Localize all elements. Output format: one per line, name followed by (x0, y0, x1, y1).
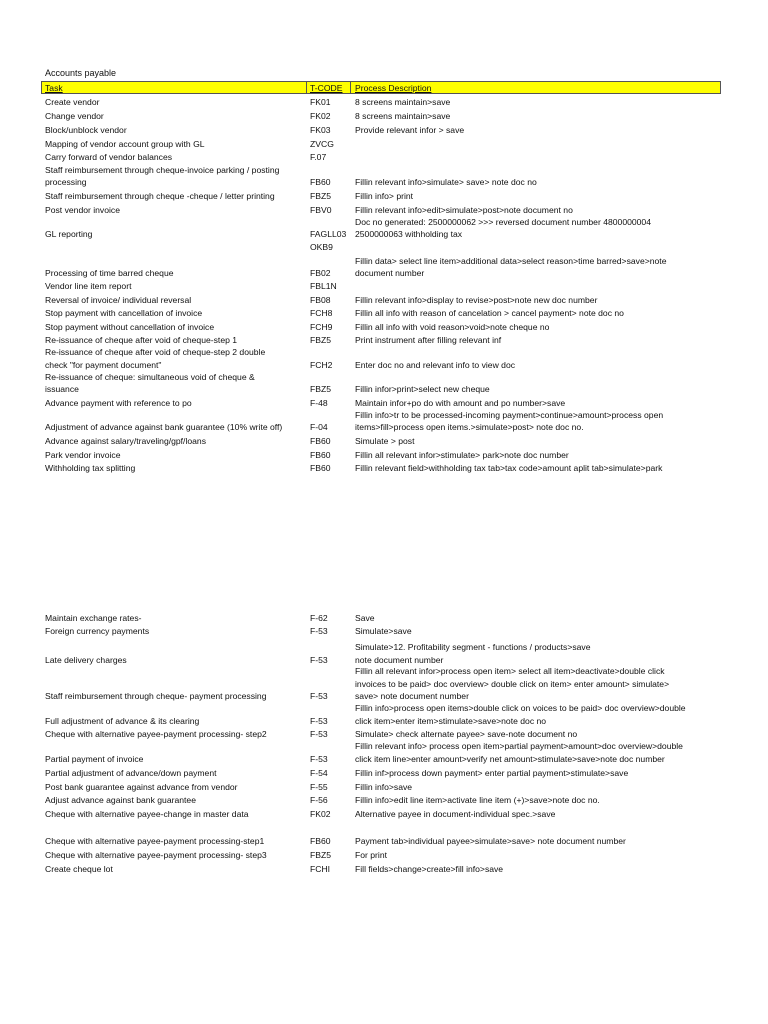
description-cell: 8 screens maintain>save (355, 111, 451, 121)
task-cell: Create vendor (45, 97, 100, 107)
task-cell: Block/unblock vendor (45, 125, 127, 135)
task-cell: Stop payment with cancellation of invoice (45, 308, 203, 318)
tcode-cell: FB02 (310, 268, 331, 278)
task-cell: Cheque with alternative payee-payment processing- step3 (45, 850, 267, 860)
task-cell: Advance payment with reference to po (45, 398, 192, 408)
description-cell: Fillin all relevant infor>process open item> select all item>deactivate>double click (355, 666, 665, 676)
tcode-cell: FBL1N (310, 281, 337, 291)
description-cell: Doc no generated: 2500000062 >>> reversed document number 4800000004 (355, 217, 651, 227)
header-divider (306, 82, 307, 93)
header-process-description: Process Description (355, 83, 432, 93)
task-cell: Change vendor (45, 111, 104, 121)
task-cell: Re-issuance of cheque after void of cheque-step 2 double (45, 347, 266, 357)
description-cell: Simulate > post (355, 436, 415, 446)
description-cell: Fillin all relevant infor>stimulate> park>note doc number (355, 450, 569, 460)
tcode-cell: FCHI (310, 864, 331, 874)
task-cell: Post bank guarantee against advance from vendor (45, 782, 238, 792)
header-divider (350, 82, 351, 93)
description-cell: save> note document number (355, 691, 469, 701)
description-cell: Fillin relevant info> process open item>partial payment>amount>doc overview>double (355, 741, 683, 751)
task-cell: Carry forward of vendor balances (45, 152, 173, 162)
task-cell: Foreign currency payments (45, 626, 150, 636)
sheet-title: Accounts payable (45, 68, 117, 78)
task-cell: Withholding tax splitting (45, 463, 136, 473)
tcode-cell: FB08 (310, 295, 331, 305)
description-cell: document number (355, 268, 425, 278)
header-tcode: T-CODE (310, 83, 343, 93)
task-cell: Full adjustment of advance & its clearing (45, 716, 200, 726)
tcode-cell: F-56 (310, 795, 328, 805)
description-cell: Simulate>12. Profitability segment - functions / products>save (355, 642, 591, 652)
tcode-cell: OKB9 (310, 242, 333, 252)
task-cell: Stop payment without cancellation of invoice (45, 322, 215, 332)
tcode-cell: FB60 (310, 177, 331, 187)
description-cell: Payment tab>individual payee>simulate>save> note document number (355, 836, 626, 846)
task-cell: Post vendor invoice (45, 205, 120, 215)
task-cell: issuance (45, 384, 79, 394)
tcode-cell: FK02 (310, 809, 331, 819)
description-cell: Fillin info>tr to be processed-incoming payment>continue>amount>process open (355, 410, 664, 420)
task-cell: Adjustment of advance against bank guarantee (10% write off) (45, 422, 283, 432)
tcode-cell: FBZ5 (310, 850, 332, 860)
task-cell: Reversal of invoice/ individual reversal (45, 295, 192, 305)
tcode-cell: FBZ5 (310, 335, 332, 345)
tcode-cell: F-53 (310, 716, 328, 726)
tcode-cell: FB60 (310, 836, 331, 846)
description-cell: click item>enter item>stimulate>save>note doc no (355, 716, 547, 726)
task-cell: Late delivery charges (45, 655, 127, 665)
description-cell: Fillin relevant info>edit>simulate>post>note document no (355, 205, 573, 215)
task-cell: Staff reimbursement through cheque- payment processing (45, 691, 267, 701)
description-cell: Maintain infor+po do with amount and po number>save (355, 398, 566, 408)
tcode-cell: FB60 (310, 463, 331, 473)
task-cell: Cheque with alternative payee-change in master data (45, 809, 249, 819)
tcode-cell: FK02 (310, 111, 331, 121)
task-cell: Advance against salary/traveling/gpf/loans (45, 436, 206, 446)
tcode-cell: F-55 (310, 782, 328, 792)
task-cell: Vendor line item report (45, 281, 132, 291)
task-cell: processing (45, 177, 87, 187)
description-cell: Print instrument after filling relevant inf (355, 335, 502, 345)
description-cell: Fillin info>process open items>double click on voices to be paid> doc overview>double (355, 703, 686, 713)
description-cell: Fillin relevant field>withholding tax tab>tax code>amount aplit tab>simulate>park (355, 463, 663, 473)
description-cell: 2500000063 withholding tax (355, 229, 463, 239)
table-header (41, 81, 721, 94)
task-cell: Mapping of vendor account group with GL (45, 139, 205, 149)
header-task: Task (45, 83, 63, 93)
task-cell: Partial adjustment of advance/down payment (45, 768, 217, 778)
tcode-cell: F-04 (310, 422, 328, 432)
task-cell: Park vendor invoice (45, 450, 121, 460)
task-cell: Cheque with alternative payee-payment processing- step2 (45, 729, 267, 739)
description-cell: Fillin relevant info>simulate> save> note doc no (355, 177, 537, 187)
description-cell: click item line>enter amount>verify net amount>stimulate>save>note doc number (355, 754, 665, 764)
description-cell: Enter doc no and relevant info to view doc (355, 360, 516, 370)
description-cell: Simulate>save (355, 626, 412, 636)
task-cell: Re-issuance of cheque: simultaneous void of cheque & (45, 372, 255, 382)
tcode-cell: FB60 (310, 450, 331, 460)
description-cell: Simulate> check alternate payee> save-note document no (355, 729, 578, 739)
task-cell: Cheque with alternative payee-payment processing-step1 (45, 836, 265, 846)
task-cell: Adjust advance against bank guarantee (45, 795, 196, 805)
tcode-cell: FCH8 (310, 308, 333, 318)
task-cell: Re-issuance of cheque after void of cheque-step 1 (45, 335, 238, 345)
tcode-cell: F-48 (310, 398, 328, 408)
tcode-cell: FK03 (310, 125, 331, 135)
task-cell: Processing of time barred cheque (45, 268, 174, 278)
description-cell: Fillin relevant info>display to revise>post>note new doc number (355, 295, 598, 305)
description-cell: Fillin inf>process down payment> enter partial payment>stimulate>save (355, 768, 629, 778)
description-cell: Save (355, 613, 375, 623)
task-cell: Partial payment of invoice (45, 754, 144, 764)
description-cell: Provide relevant infor > save (355, 125, 465, 135)
description-cell: Alternative payee in document-individual spec.>save (355, 809, 556, 819)
tcode-cell: FBV0 (310, 205, 332, 215)
tcode-cell: F-53 (310, 626, 328, 636)
description-cell: Fillin info>save (355, 782, 413, 792)
task-cell: Staff reimbursement through cheque -cheque / letter printing (45, 191, 275, 201)
task-cell: check "for payment document" (45, 360, 162, 370)
tcode-cell: F-53 (310, 655, 328, 665)
description-cell: Fillin info> print (355, 191, 414, 201)
description-cell: note document number (355, 655, 444, 665)
description-cell: items>fill>process open items.>simulate>post> note doc no. (355, 422, 584, 432)
tcode-cell: F.07 (310, 152, 327, 162)
description-cell: For print (355, 850, 387, 860)
description-cell: Fillin data> select line item>additional data>select reason>time barred>save>note (355, 256, 667, 266)
description-cell: Fillin info>edit line item>activate line item (+)>save>note doc no. (355, 795, 600, 805)
tcode-cell: FAGLL03 (310, 229, 347, 239)
description-cell: 8 screens maintain>save (355, 97, 451, 107)
description-cell: Fill fields>change>create>fill info>save (355, 864, 504, 874)
tcode-cell: F-54 (310, 768, 328, 778)
tcode-cell: F-53 (310, 729, 328, 739)
tcode-cell: F-53 (310, 754, 328, 764)
tcode-cell: FB60 (310, 436, 331, 446)
description-cell: Fillin all info with void reason>void>note cheque no (355, 322, 550, 332)
tcode-cell: FBZ5 (310, 384, 332, 394)
task-cell: Create cheque lot (45, 864, 113, 874)
tcode-cell: ZVCG (310, 139, 334, 149)
task-cell: GL reporting (45, 229, 93, 239)
task-cell: Maintain exchange rates- (45, 613, 142, 623)
tcode-cell: FK01 (310, 97, 331, 107)
description-cell: Fillin infor>print>select new cheque (355, 384, 490, 394)
tcode-cell: FCH2 (310, 360, 333, 370)
description-cell: Fillin all info with reason of cancelation > cancel payment> note doc no (355, 308, 624, 318)
tcode-cell: FBZ5 (310, 191, 332, 201)
tcode-cell: FCH9 (310, 322, 333, 332)
task-cell: Staff reimbursement through cheque-invoice parking / posting (45, 165, 280, 175)
description-cell: invoices to be paid> doc overview> double click on item> enter amount> simulate> (355, 679, 670, 689)
tcode-cell: F-53 (310, 691, 328, 701)
tcode-cell: F-62 (310, 613, 328, 623)
